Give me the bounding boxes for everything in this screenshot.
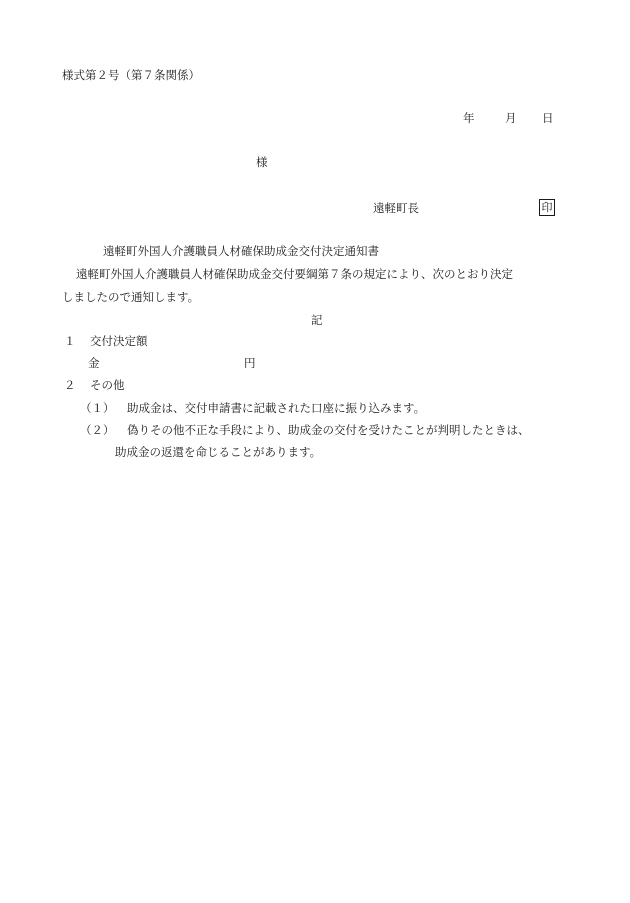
amount-prefix: 金: [88, 356, 100, 370]
item-1-label: 交付決定額: [90, 334, 148, 348]
date-month-label: 月: [505, 111, 517, 125]
sub-item-2-text: 偽りその他不正な手段により、助成金の交付を受けたことが判明したときは、: [127, 423, 530, 437]
sub-item-2-continuation: 助成金の返還を命じることがあります。: [115, 445, 322, 459]
item-1-number: １: [64, 334, 76, 348]
body-text-line-2: しましたので通知します。: [62, 290, 200, 304]
sub-item-1-number: （１）: [80, 401, 115, 415]
date-day-label: 日: [542, 111, 554, 125]
ki-heading: 記: [311, 313, 323, 327]
addressee-suffix: 様: [256, 155, 268, 169]
form-label: 様式第２号（第７条関係）: [62, 68, 200, 82]
body-text-line-1: 遠軽町外国人介護職員人材確保助成金交付要綱第７条の規定により、次のとおり決定: [76, 267, 513, 281]
seal-mark: 印: [539, 199, 555, 216]
document-title: 遠軽町外国人介護職員人材確保助成金交付決定通知書: [103, 244, 379, 258]
item-2-number: ２: [64, 378, 76, 392]
sub-item-2-number: （２）: [80, 423, 115, 437]
date-year-label: 年: [463, 111, 475, 125]
issuer-name: 遠軽町長: [373, 201, 419, 215]
sub-item-1-text: 助成金は、交付申請書に記載された口座に振り込みます。: [127, 401, 426, 415]
amount-suffix: 円: [244, 356, 256, 370]
item-2-label: その他: [90, 378, 125, 392]
